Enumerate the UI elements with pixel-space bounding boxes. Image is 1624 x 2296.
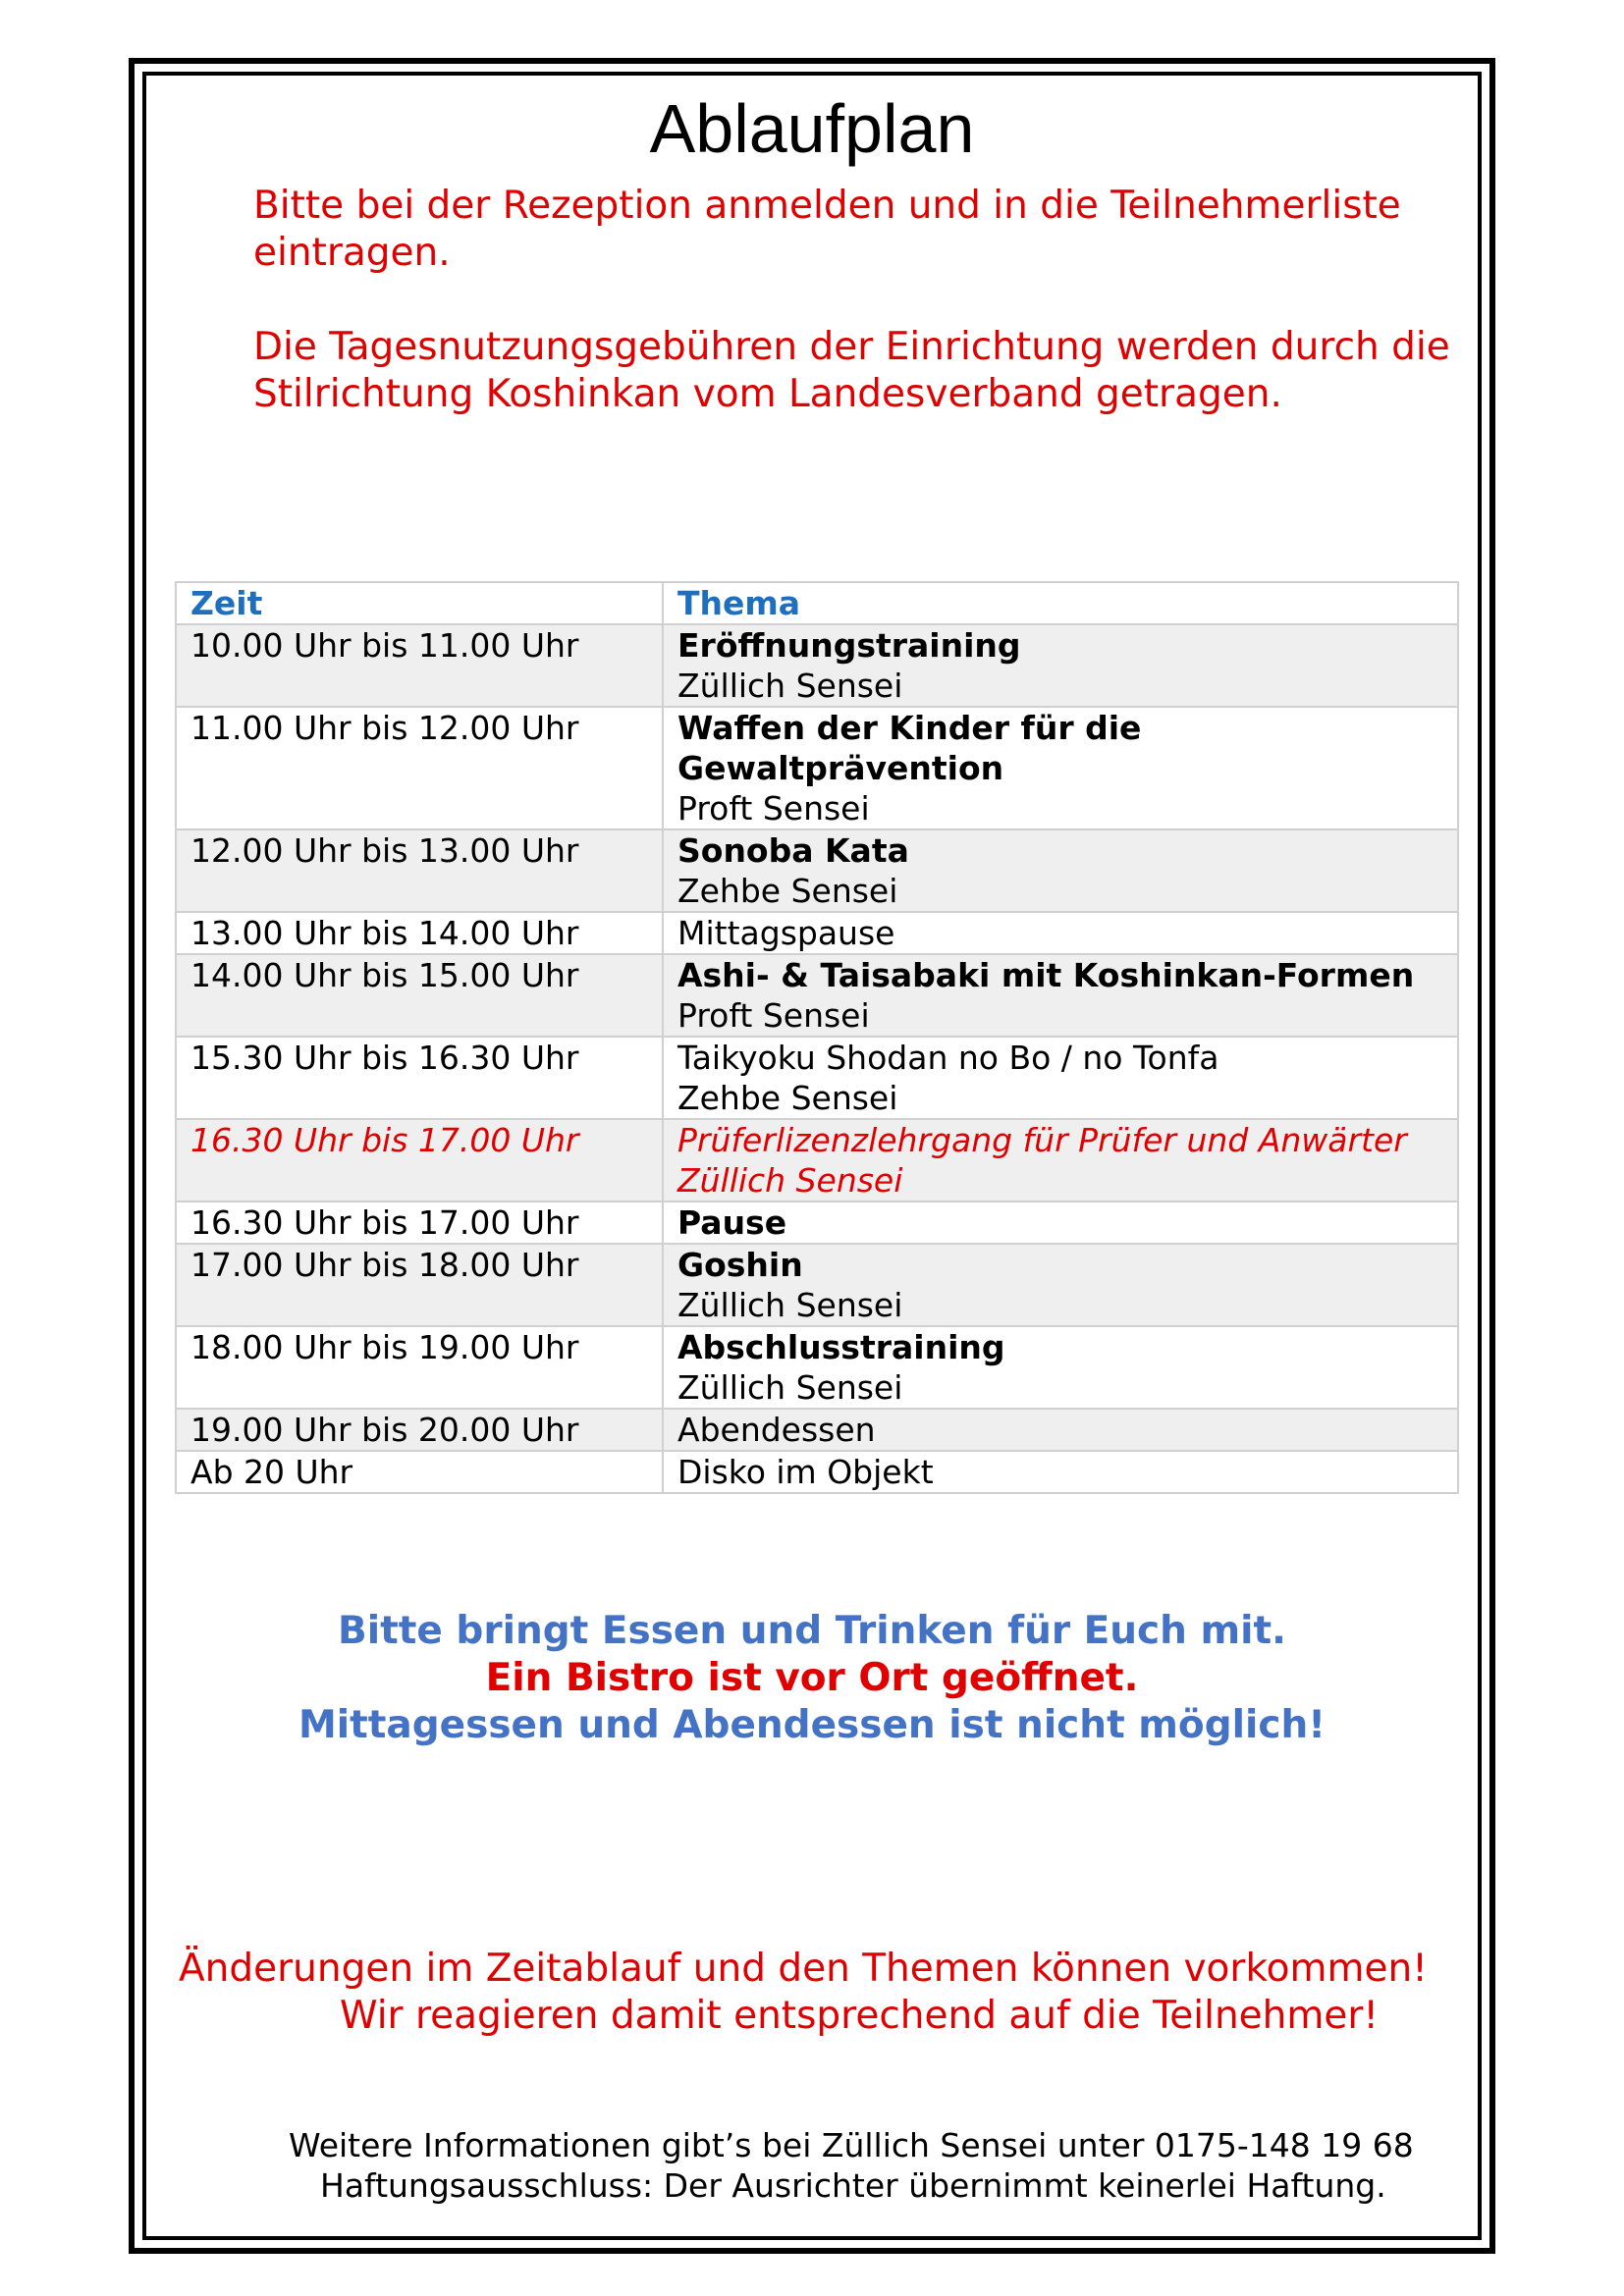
cell-time: 15.30 Uhr bis 16.30 Uhr bbox=[176, 1037, 663, 1119]
table-row bbox=[176, 1201, 1458, 1244]
topic-teacher: Proft Sensei bbox=[677, 789, 870, 828]
table-row bbox=[176, 624, 1458, 707]
table-row bbox=[176, 912, 1458, 954]
table-row bbox=[176, 707, 1458, 829]
topic-title: Taikyoku Shodan no Bo / no Tonfa bbox=[677, 1039, 1219, 1077]
topic-title: Sonoba Kata bbox=[677, 831, 909, 870]
column-header-time: Zeit bbox=[176, 582, 663, 624]
topic-title: Mittagspause bbox=[677, 914, 895, 952]
table-row bbox=[176, 954, 1458, 1037]
cell-time: 14.00 Uhr bis 15.00 Uhr bbox=[176, 954, 663, 1037]
cell-time: 16.30 Uhr bis 17.00 Uhr bbox=[176, 1201, 663, 1244]
topic-title: Waffen der Kinder für die Gewaltprävention bbox=[677, 709, 1142, 787]
cell-topic bbox=[663, 1244, 1458, 1326]
footer-contact-info: Weitere Informationen gibt’s bei Züllich Sensei unter 0175-148 19 68 bbox=[289, 2126, 1414, 2164]
topic-title: Abschlusstraining bbox=[677, 1328, 1005, 1366]
topic-teacher: Proft Sensei bbox=[677, 996, 870, 1035]
cell-time: 12.00 Uhr bis 13.00 Uhr bbox=[176, 829, 663, 912]
cell-time: 18.00 Uhr bis 19.00 Uhr bbox=[176, 1326, 663, 1409]
page-title: Ablaufplan bbox=[649, 90, 975, 167]
cell-topic bbox=[663, 1326, 1458, 1409]
notice-no-meals: Mittagessen und Abendessen ist nicht möglich! bbox=[298, 1703, 1326, 1747]
table-row bbox=[176, 1037, 1458, 1119]
cell-topic bbox=[663, 1119, 1458, 1201]
cell-time: 16.30 Uhr bis 17.00 Uhr bbox=[176, 1119, 663, 1201]
topic-title: Prüferlizenzlehrgang für Prüfer und Anwärter bbox=[677, 1121, 1407, 1159]
cell-time: 17.00 Uhr bis 18.00 Uhr bbox=[176, 1244, 663, 1326]
intro-registration-text: Bitte bei der Rezeption anmelden und in die Teilnehmerliste eintragen. bbox=[253, 184, 1401, 275]
intro-fees-text: Die Tagesnutzungsgebühren der Einrichtung werden durch die Stilrichtung Koshinkan vom Landesverband getragen. bbox=[253, 325, 1450, 416]
cell-topic bbox=[663, 1037, 1458, 1119]
topic-title: Disko im Objekt bbox=[677, 1453, 934, 1491]
cell-topic bbox=[663, 707, 1458, 829]
topic-teacher: Zehbe Sensei bbox=[677, 872, 898, 910]
notice-bistro: Ein Bistro ist vor Ort geöffnet. bbox=[485, 1656, 1139, 1700]
topic-teacher: Züllich Sensei bbox=[677, 1161, 903, 1200]
cell-time: 13.00 Uhr bis 14.00 Uhr bbox=[176, 912, 663, 954]
table-row bbox=[176, 1409, 1458, 1451]
topic-teacher: Zehbe Sensei bbox=[677, 1079, 898, 1117]
table-row bbox=[176, 1119, 1458, 1201]
cell-topic bbox=[663, 954, 1458, 1037]
footer-disclaimer: Haftungsausschluss: Der Ausrichter übernimmt keinerlei Haftung. bbox=[320, 2166, 1386, 2205]
cell-time: 19.00 Uhr bis 20.00 Uhr bbox=[176, 1409, 663, 1451]
topic-title: Goshin bbox=[677, 1246, 803, 1284]
cell-time: 11.00 Uhr bis 12.00 Uhr bbox=[176, 707, 663, 829]
cell-topic bbox=[663, 1201, 1458, 1244]
table-row bbox=[176, 1326, 1458, 1409]
cell-time: 10.00 Uhr bis 11.00 Uhr bbox=[176, 624, 663, 707]
schedule-table bbox=[175, 581, 1459, 1494]
changes-notice: Änderungen im Zeitablauf und den Themen können vorkommen! bbox=[179, 1947, 1428, 1991]
table-row bbox=[176, 1244, 1458, 1326]
topic-title: Eröffnungstraining bbox=[677, 626, 1021, 665]
topic-teacher: Züllich Sensei bbox=[677, 1368, 903, 1407]
column-header-topic: Thema bbox=[663, 582, 1458, 624]
table-header-row bbox=[176, 582, 1458, 624]
cell-time: Ab 20 Uhr bbox=[176, 1451, 663, 1493]
cell-topic bbox=[663, 829, 1458, 912]
topic-title: Ashi- & Taisabaki mit Koshinkan-Formen bbox=[677, 956, 1415, 994]
topic-teacher: Züllich Sensei bbox=[677, 667, 903, 705]
schedule-body bbox=[176, 624, 1458, 1493]
cell-topic bbox=[663, 624, 1458, 707]
topic-title: Pause bbox=[677, 1203, 787, 1242]
table-row bbox=[176, 829, 1458, 912]
notice-bring-food: Bitte bringt Essen und Trinken für Euch mit. bbox=[338, 1609, 1286, 1653]
cell-topic bbox=[663, 1451, 1458, 1493]
topic-teacher: Züllich Sensei bbox=[677, 1286, 903, 1324]
topic-title: Abendessen bbox=[677, 1411, 876, 1449]
cell-topic bbox=[663, 912, 1458, 954]
table-row bbox=[176, 1451, 1458, 1493]
changes-reaction: Wir reagieren damit entsprechend auf die Teilnehmer! bbox=[340, 1994, 1380, 2038]
cell-topic bbox=[663, 1409, 1458, 1451]
